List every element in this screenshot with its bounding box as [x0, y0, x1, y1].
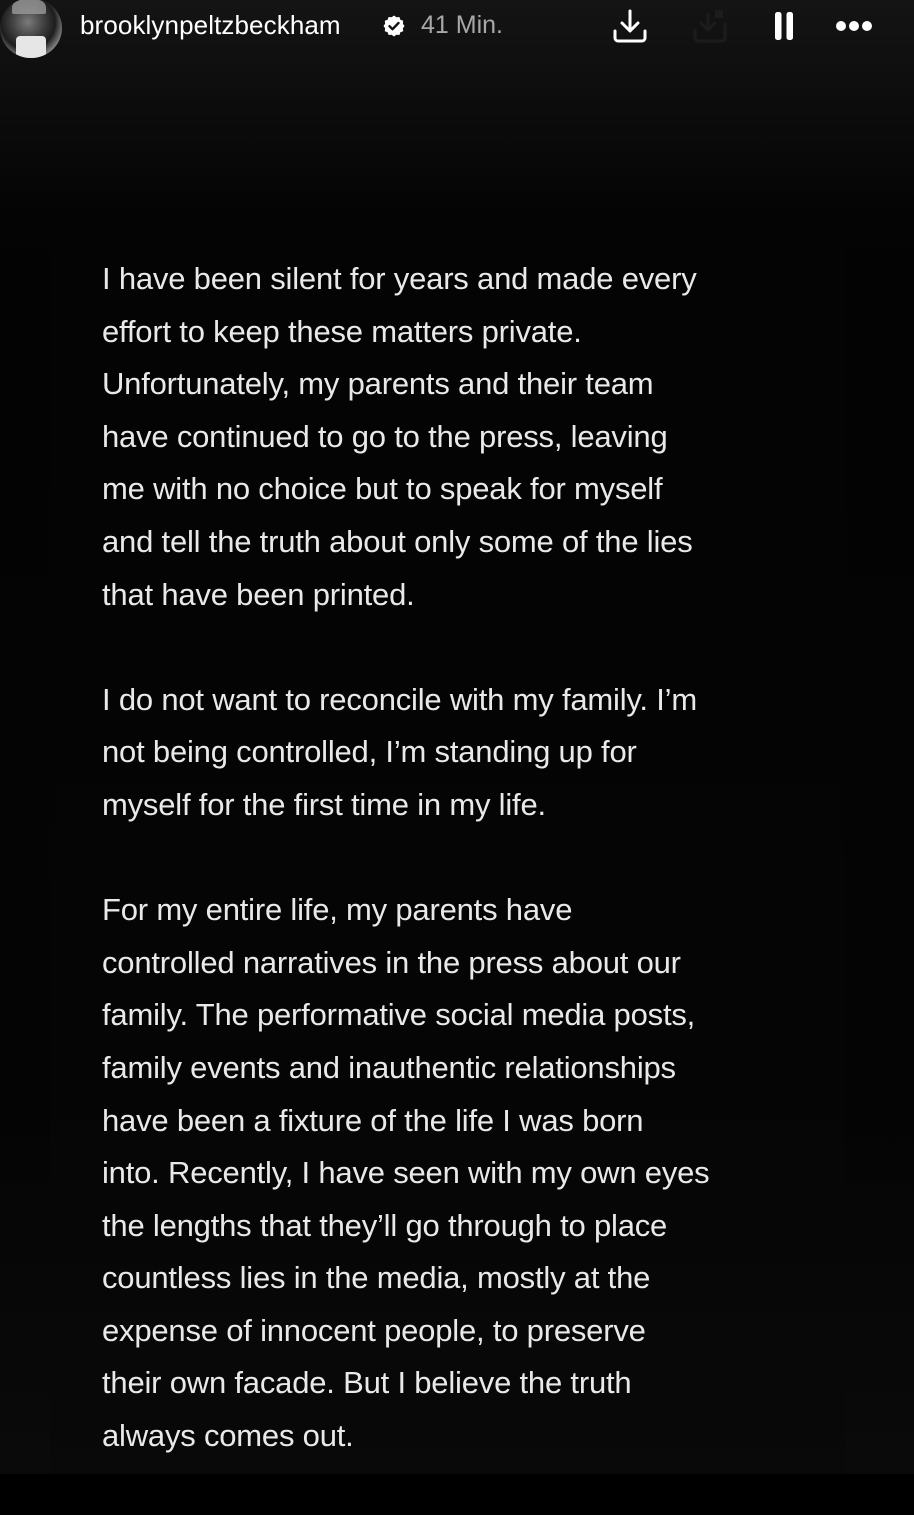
text-line: their own facade. But I believe the truth: [102, 1365, 632, 1401]
avatar-shirt-shape: [16, 36, 46, 58]
text-line: effort to keep these matters private.: [102, 313, 582, 349]
username-link[interactable]: brooklynpeltzbeckham: [80, 10, 341, 40]
text-line: Unfortunately, my parents and their team: [102, 366, 654, 402]
pause-button[interactable]: [762, 6, 806, 46]
text-line: I have been silent for years and made every: [102, 261, 697, 296]
verified-badge-icon: [382, 14, 406, 38]
text-line: For my entire life, my parents have: [102, 892, 573, 928]
more-options-icon: [832, 6, 876, 46]
text-line: myself for the first time in my life.: [102, 786, 546, 822]
text-line: into. Recently, I have seen with my own eyes: [102, 1155, 710, 1191]
text-line: have been a fixture of the life I was born: [102, 1102, 644, 1138]
download-button[interactable]: [608, 6, 652, 46]
story-header: [0, 0, 914, 56]
text-line: that have been printed.: [102, 576, 415, 612]
paragraph: [102, 674, 822, 832]
download-icon: [610, 6, 650, 46]
avatar-hat-shape: [12, 0, 46, 14]
download-to-collection-icon: [690, 6, 730, 46]
text-line: expense of innocent people, to preserve: [102, 1312, 646, 1348]
profile-avatar[interactable]: [0, 0, 62, 58]
text-line: me with no choice but to speak for myself: [102, 471, 663, 507]
pause-icon: [764, 6, 804, 46]
text-line: and tell the truth about only some of the lies: [102, 523, 693, 559]
text-line: family. The performative social media posts,: [102, 997, 696, 1033]
more-options-button[interactable]: [832, 6, 876, 46]
paragraph: [102, 253, 822, 621]
text-line: always comes out.: [102, 1418, 354, 1454]
story-text: [102, 253, 822, 1515]
text-line: controlled narratives in the press about our: [102, 944, 681, 980]
download-to-collection-button[interactable]: [688, 6, 732, 46]
story-timestamp: 41 Min.: [421, 11, 503, 39]
paragraph: [102, 884, 822, 1463]
text-line: the lengths that they’ll go through to place: [102, 1207, 668, 1243]
text-line: not being controlled, I’m standing up for: [102, 734, 637, 770]
text-line: countless lies in the media, mostly at the: [102, 1260, 651, 1296]
text-line: have continued to go to the press, leaving: [102, 418, 668, 454]
text-line: I do not want to reconcile with my family. I’m: [102, 681, 697, 717]
text-line: family events and inauthentic relationships: [102, 1049, 676, 1085]
